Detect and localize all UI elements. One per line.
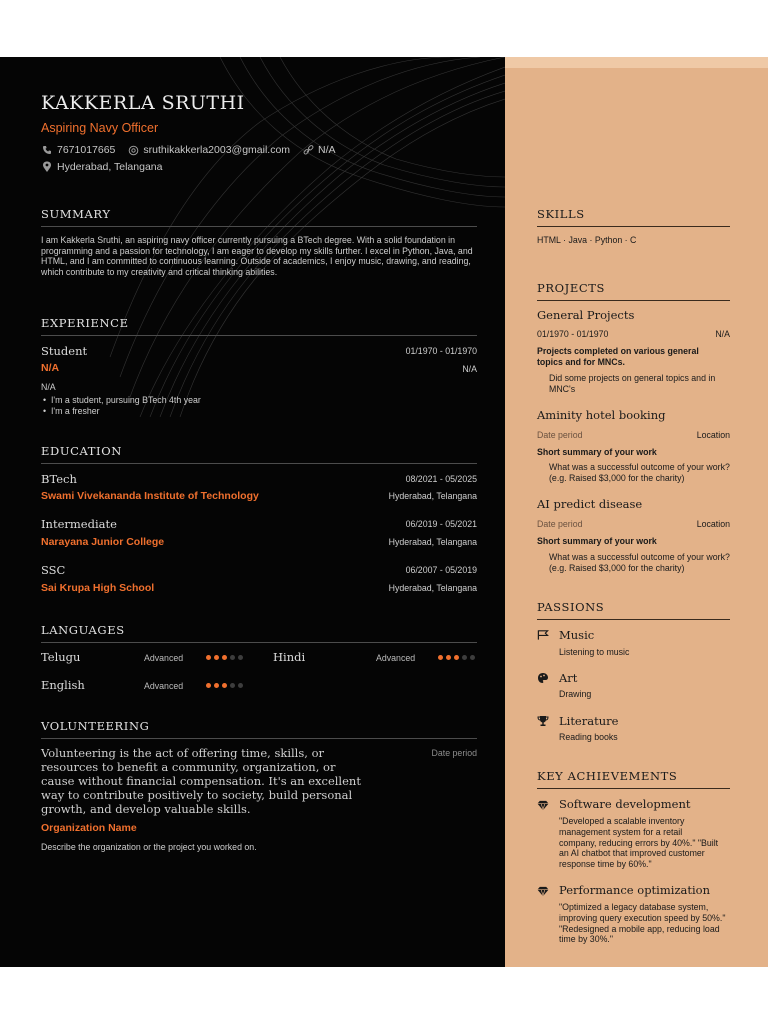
education-divider [41,463,477,464]
volunteering-heading: VOLUNTEERING [41,719,150,733]
education-location: Hyderabad, Telangana [388,537,477,547]
passion-detail: Listening to music [559,647,630,657]
main-column [0,57,505,967]
education-dates: 06/2007 - 05/2019 [405,565,477,575]
passion-name: Literature [559,714,619,728]
project-summary: Short summary of your work [537,447,657,457]
rating-dot [446,655,451,660]
passion-name: Art [559,671,578,685]
project-location: Location [696,519,730,529]
email-link[interactable]: sruthikakkerla2003@gmail.com [143,144,291,156]
bullet-text: I'm a fresher [50,406,100,416]
location-row [41,161,162,173]
experience-bullet: • I'm a fresher [43,406,100,416]
rating-dot [230,683,235,688]
contact-row [41,144,336,156]
language-level: Advanced [376,653,416,663]
volunteering-description: Describe the organization or the project you worked on. [41,842,257,852]
education-school: Swami Vivekananda Institute of Technology [41,490,259,502]
projects-divider [537,300,730,301]
skills-heading: SKILLS [537,207,585,221]
project-location: Location [696,430,730,440]
project-name: AI predict disease [537,497,643,511]
volunteering-org: Organization Name [41,822,137,834]
achievement-name: Performance optimization [559,883,710,897]
achievement-name: Software development [559,797,691,811]
experience-divider [41,335,477,336]
project-dates: 01/1970 - 01/1970 [537,329,609,339]
link-icon [302,144,314,156]
projects-heading: PROJECTS [537,281,605,295]
language-name: Telugu [41,650,81,664]
language-level: Advanced [144,681,184,691]
language-rating [206,655,243,660]
passion-detail: Reading books [559,732,618,742]
language-rating [206,683,243,688]
languages-divider [41,642,477,643]
location-text: Hyderabad, Telangana [57,161,163,173]
rating-dot [454,655,459,660]
rating-dot [222,655,227,660]
achievement-detail: "Optimized a legacy database system, improving query execution speed by 50%." "Redesigned a mobile app, reducing load time by 30%." [559,902,726,945]
project-dates: Date period [537,430,583,440]
education-school: Sai Krupa High School [41,582,155,594]
diamond-icon [537,885,549,897]
volunteering-text: Volunteering is the act of offering time, skills, or resources to benefit a community, organization, or cause without financial compensation. It's an excellent way to contribute positively to society, build personal growth, and develop valuable skills. [41,746,361,816]
palette-icon [537,672,549,684]
phone-icon [41,144,53,156]
education-location: Hyderabad, Telangana [388,583,477,593]
rating-dot [206,683,211,688]
passions-heading: PASSIONS [537,600,605,614]
project-name: General Projects [537,308,635,322]
summary-heading: SUMMARY [41,207,111,221]
project-summary: Short summary of your work [537,536,657,546]
experience-company: N/A [41,362,60,374]
language-name: Hindi [273,650,306,664]
sidebar-column [505,57,768,967]
project-location: N/A [715,329,730,339]
rating-dot [206,655,211,660]
location-pin-icon [41,161,53,173]
experience-bullet: • I'm a student, pursuing BTech 4th year [43,395,201,405]
at-icon [127,144,139,156]
project-detail: Did some projects on general topics and in MNC's [549,373,716,394]
rating-dot [438,655,443,660]
rating-dot [222,683,227,688]
language-level: Advanced [144,653,184,663]
education-school: Narayana Junior College [41,536,165,548]
candidate-name: KAKKERLA SRUTHI [41,92,245,114]
volunteering-divider [41,738,477,739]
education-heading: EDUCATION [41,444,122,458]
project-dates: Date period [537,519,583,529]
volunteering-date: Date period [431,748,477,758]
education-degree: SSC [41,563,66,577]
skills-text: HTML · Java · Python · C [537,235,637,245]
education-degree: BTech [41,472,77,486]
experience-location: N/A [462,364,477,374]
project-detail: What was a successful outcome of your work? (e.g. Raised $3,000 for the charity) [549,552,730,573]
summary-text: I am Kakkerla Sruthi, an aspiring navy officer currently pursuing a BTech degree. With a solid foundation in programming and a passion for technology, I am eager to develop my skills further. I excel in Python, Java, and HTML, and I am committed to continuous learning. Outside of academics, I enjoy music, drawing, and reading, which contribute to my creativity and critical thinking abilities. [41,235,473,277]
rating-dot [238,655,243,660]
sidebar-top-strip [505,57,768,68]
bullet-text: I'm a student, pursuing BTech 4th year [50,395,201,405]
resume-page [0,57,768,967]
achievements-divider [537,788,730,789]
education-dates: 08/2021 - 05/2025 [405,474,477,484]
rating-dot [470,655,475,660]
website-link[interactable]: N/A [318,144,336,156]
experience-heading: EXPERIENCE [41,316,129,330]
trophy-icon [537,715,549,727]
rating-dot [214,655,219,660]
summary-divider [41,226,477,227]
candidate-role: Aspiring Navy Officer [41,121,159,135]
project-summary: Projects completed on various general topics and for MNCs. [537,346,699,367]
achievement-detail: "Developed a scalable inventory management system for a retail company, reducing errors by 40%." "Built an AI chatbot that improved customer response time by 60%." [559,816,719,870]
achievements-heading: KEY ACHIEVEMENTS [537,769,678,783]
passion-name: Music [559,628,595,642]
diamond-icon [537,799,549,811]
languages-heading: LANGUAGES [41,623,125,637]
language-rating [438,655,475,660]
project-name: Aminity hotel booking [537,408,666,422]
rating-dot [238,683,243,688]
rating-dot [230,655,235,660]
education-location: Hyderabad, Telangana [388,491,477,501]
passions-divider [537,619,730,620]
rating-dot [462,655,467,660]
skills-divider [537,226,730,227]
project-detail: What was a successful outcome of your work? (e.g. Raised $3,000 for the charity) [549,462,730,483]
passion-detail: Drawing [559,689,592,699]
education-dates: 06/2019 - 05/2021 [405,519,477,529]
experience-description: N/A [41,382,56,392]
education-degree: Intermediate [41,517,117,531]
experience-role: Student [41,344,88,358]
phone-number[interactable]: 7671017665 [57,144,116,156]
experience-dates: 01/1970 - 01/1970 [405,346,477,356]
rating-dot [214,683,219,688]
flag-icon [537,629,549,641]
language-name: English [41,678,85,692]
